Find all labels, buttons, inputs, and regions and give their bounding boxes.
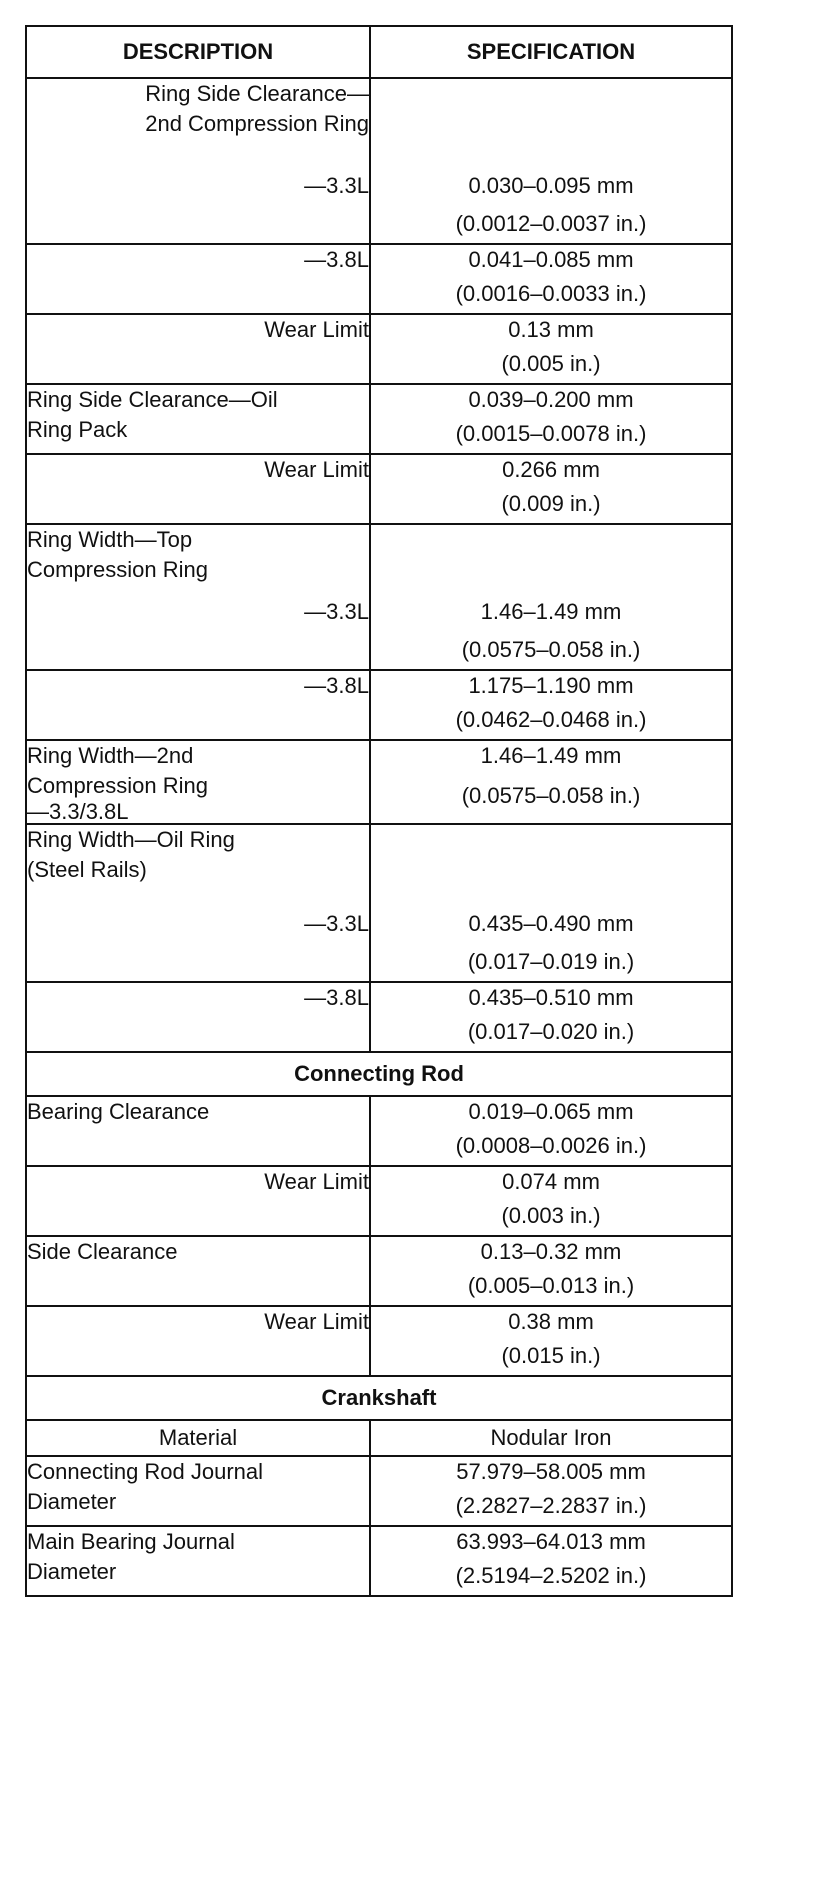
description-text: Main Bearing Journal (27, 1529, 235, 1554)
description-cell (26, 1096, 370, 1166)
spec-imperial: (0.017–0.020 in.) (467, 1019, 635, 1044)
description-text: Ring Width—2nd (27, 743, 194, 768)
spec-metric: 0.030–0.095 mm (468, 173, 634, 198)
spec-imperial: (0.003 in.) (501, 1203, 601, 1228)
description-cell (26, 78, 370, 244)
spec-metric: 0.13 mm (508, 317, 594, 342)
description-text: Compression Ring (27, 557, 208, 582)
description-text: Bearing Clearance (27, 1099, 210, 1124)
description-cell (26, 524, 370, 670)
description-cell (26, 1306, 370, 1376)
spec-metric: 63.993–64.013 mm (456, 1529, 646, 1554)
spec-imperial: (0.015 in.) (501, 1343, 601, 1368)
spec-cell (370, 454, 732, 524)
description-text: Ring Pack (27, 417, 128, 442)
description-text: Ring Width—Top (27, 527, 193, 552)
table-row (26, 1096, 732, 1166)
spec-cell (370, 824, 732, 982)
spec-metric: 0.019–0.065 mm (468, 1099, 634, 1124)
description-cell (26, 314, 370, 384)
spec-imperial: (0.0016–0.0033 in.) (455, 281, 647, 306)
spec-imperial: (0.005–0.013 in.) (467, 1273, 635, 1298)
description-cell (26, 1236, 370, 1306)
table-row (26, 524, 732, 670)
spec-cell (370, 314, 732, 384)
spec-imperial: (0.005 in.) (501, 351, 601, 376)
spec-imperial: (2.5194–2.5202 in.) (455, 1563, 647, 1588)
spec-cell (370, 524, 732, 670)
spec-cell (370, 244, 732, 314)
description-text: 2nd Compression Ring (145, 111, 369, 136)
section-header-row (26, 1052, 732, 1096)
spec-metric: 0.039–0.200 mm (468, 387, 634, 412)
sub-label: —3.3L (304, 599, 369, 624)
description-cell (26, 982, 370, 1052)
description-text: Side Clearance (27, 1239, 178, 1264)
sub-label: —3.3L (304, 911, 369, 936)
spec-imperial: (0.017–0.019 in.) (467, 949, 635, 974)
description-cell (26, 454, 370, 524)
spec-metric: 0.435–0.490 mm (468, 911, 634, 936)
sub-label: Wear Limit (264, 1169, 369, 1194)
spec-metric: 1.46–1.49 mm (480, 743, 622, 768)
description-text: Diameter (27, 1489, 117, 1514)
spec-metric: 0.38 mm (508, 1309, 594, 1334)
description-cell (26, 1420, 370, 1456)
spec-imperial: (0.0575–0.058 in.) (461, 783, 641, 808)
description-cell (26, 740, 370, 824)
table-row (26, 314, 732, 384)
table-row (26, 670, 732, 740)
section-title-connecting-rod: Connecting Rod (26, 1052, 732, 1096)
spec-metric: 57.979–58.005 mm (456, 1459, 646, 1484)
sub-label: —3.3L (304, 173, 369, 198)
spec-metric: 1.175–1.190 mm (468, 673, 634, 698)
description-cell (26, 384, 370, 454)
description-text: Ring Side Clearance— (145, 81, 369, 106)
table-row (26, 244, 732, 314)
table-row (26, 1236, 732, 1306)
spec-value: Nodular Iron (490, 1425, 612, 1450)
header-description: DESCRIPTION (26, 26, 370, 78)
spec-imperial: (2.2827–2.2837 in.) (455, 1493, 647, 1518)
table-row (26, 78, 732, 244)
spec-cell (370, 1306, 732, 1376)
spec-cell (370, 1096, 732, 1166)
spec-metric: 1.46–1.49 mm (480, 599, 622, 624)
description-cell (26, 1526, 370, 1596)
spec-cell (370, 670, 732, 740)
sub-label: Wear Limit (264, 317, 369, 342)
table-row (26, 982, 732, 1052)
table-row (26, 1306, 732, 1376)
sub-label: —3.8L (304, 673, 369, 698)
spec-imperial: (0.0462–0.0468 in.) (455, 707, 647, 732)
spec-metric: 0.041–0.085 mm (468, 247, 634, 272)
spec-cell (370, 1526, 732, 1596)
sub-label: Wear Limit (264, 457, 369, 482)
spec-table (25, 25, 733, 1597)
spec-imperial: (0.0012–0.0037 in.) (455, 211, 647, 236)
description-cell (26, 244, 370, 314)
section-header-row (26, 1376, 732, 1420)
description-text: Material (158, 1425, 238, 1450)
table-row (26, 1420, 732, 1456)
description-text: Ring Width—Oil Ring (27, 827, 235, 852)
spec-imperial: (0.0008–0.0026 in.) (455, 1133, 647, 1158)
table-row (26, 824, 732, 982)
table-row (26, 1526, 732, 1596)
sub-label: —3.8L (304, 247, 369, 272)
description-text: Compression Ring (27, 773, 208, 798)
spec-cell (370, 384, 732, 454)
spec-cell (370, 740, 732, 824)
spec-cell (370, 1166, 732, 1236)
table-row (26, 1166, 732, 1236)
spec-imperial: (0.0575–0.058 in.) (461, 637, 641, 662)
spec-cell (370, 1420, 732, 1456)
spec-cell (370, 1236, 732, 1306)
spec-cell (370, 1456, 732, 1526)
description-text: Diameter (27, 1559, 117, 1584)
spec-cell (370, 78, 732, 244)
description-text: (Steel Rails) (27, 857, 147, 882)
spec-imperial: (0.009 in.) (501, 491, 601, 516)
header-row (26, 26, 732, 78)
table-row (26, 384, 732, 454)
description-text: Connecting Rod Journal (27, 1459, 264, 1484)
header-specification: SPECIFICATION (370, 26, 732, 78)
description-cell (26, 1456, 370, 1526)
description-cell (26, 670, 370, 740)
spec-cell (370, 982, 732, 1052)
description-cell (26, 824, 370, 982)
table-row (26, 1456, 732, 1526)
table-row (26, 740, 732, 824)
sub-label: —3.8L (304, 985, 369, 1010)
spec-metric: 0.266 mm (502, 457, 600, 482)
description-cell (26, 1166, 370, 1236)
table-row (26, 454, 732, 524)
spec-metric: 0.074 mm (502, 1169, 600, 1194)
description-text: Ring Side Clearance—Oil (27, 387, 278, 412)
spec-metric: 0.435–0.510 mm (468, 985, 634, 1010)
section-title-crankshaft: Crankshaft (26, 1376, 732, 1420)
description-text: —3.3/3.8L (27, 799, 129, 824)
spec-imperial: (0.0015–0.0078 in.) (455, 421, 647, 446)
sub-label: Wear Limit (264, 1309, 369, 1334)
spec-metric: 0.13–0.32 mm (480, 1239, 622, 1264)
